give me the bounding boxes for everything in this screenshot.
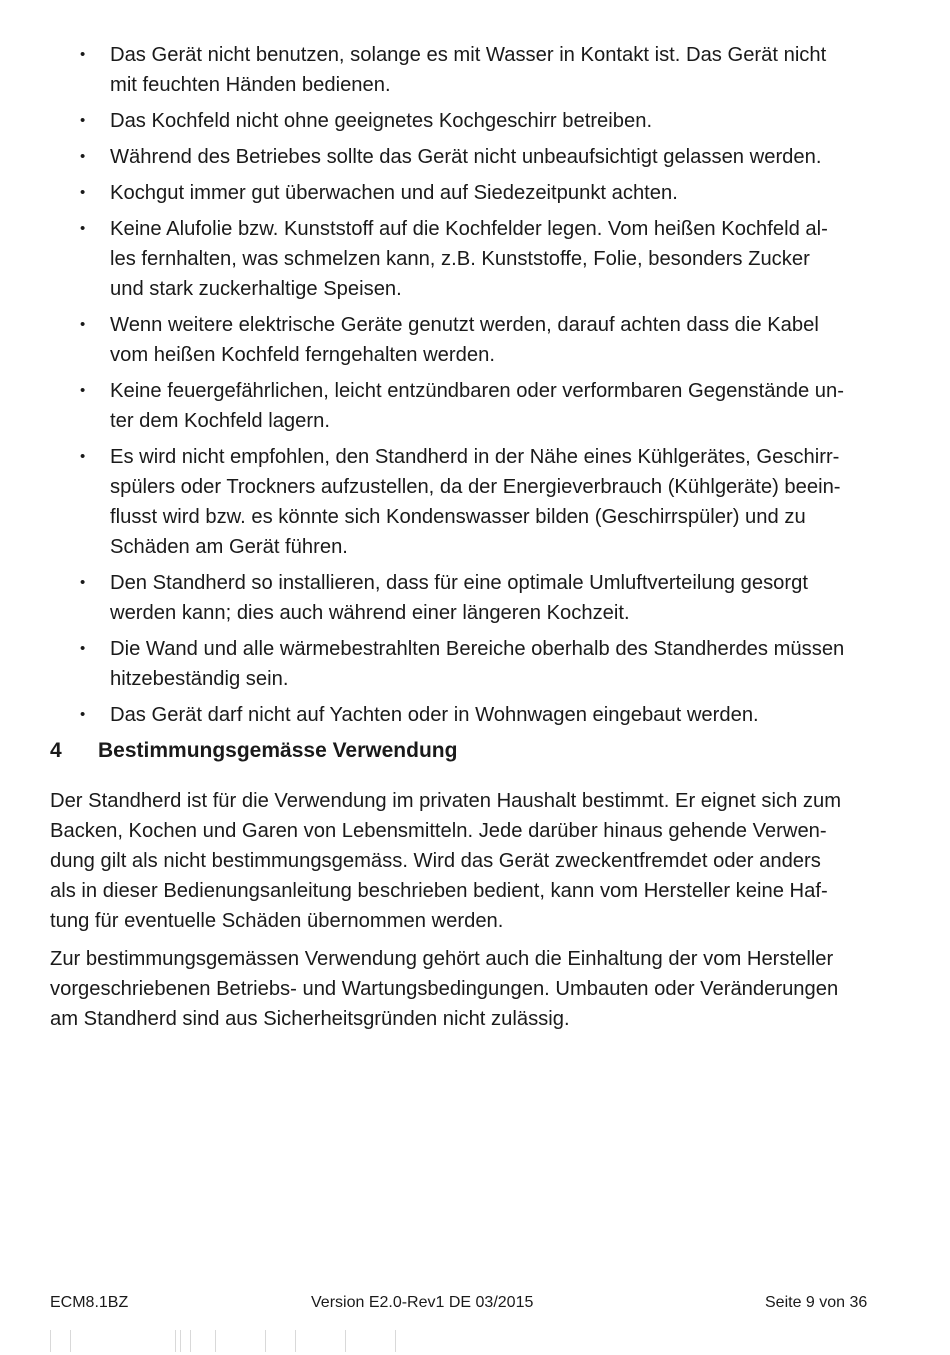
scan-mark [215,1330,216,1352]
bullet-dot: • [80,112,86,129]
scan-mark [190,1330,191,1352]
section-title: Bestimmungsgemässe Verwendung [98,739,458,762]
scan-mark [175,1330,176,1352]
bullet-dot: • [80,220,86,237]
bullet-text-line: les fernhalten, was schmelzen kann, z.B. Kunststoffe, Folie, besonders Zucker [110,248,810,270]
bullet-text-line: Das Kochfeld nicht ohne geeignetes Kochgeschirr betreiben. [110,110,653,132]
bullet-item [0,106,950,136]
bullet-text-line: Das Gerät nicht benutzen, solange es mit Wasser in Kontakt ist. Das Gerät nicht [110,44,827,66]
bullet-text-line: Keine Alufolie bzw. Kunststoff auf die Kochfelder legen. Vom heißen Kochfeld al- [110,218,828,240]
scan-mark [50,1330,51,1352]
bullet-text-line: werden kann; dies auch während einer längeren Kochzeit. [110,602,630,624]
bullet-dot: • [80,316,86,333]
bullet-text-line: Die Wand und alle wärmebestrahlten Bereiche oberhalb des Standherdes müssen [110,638,845,660]
bullet-item [0,634,950,694]
paragraph-line: tung für eventuelle Schäden übernommen werden. [50,910,504,932]
bullet-dot: • [80,706,86,723]
bullet-text-line: Das Gerät darf nicht auf Yachten oder in Wohnwagen eingebaut werden. [110,704,759,726]
bullet-dot: • [80,184,86,201]
bullet-item [0,700,950,730]
bullet-text-line: mit feuchten Händen bedienen. [110,74,391,96]
bullet-item [0,568,950,628]
bullet-text-line: Wenn weitere elektrische Geräte genutzt werden, darauf achten dass die Kabel [110,314,819,336]
bullet-text-line: und stark zuckerhaltige Speisen. [110,278,402,300]
section-number: 4 [50,739,62,762]
paragraph-line: Der Standherd ist für die Verwendung im privaten Haushalt bestimmt. Er eignet sich zum [50,790,842,812]
bullet-item [0,376,950,436]
footer-model: ECM8.1BZ [50,1294,129,1311]
paragraph-line: dung gilt als nicht bestimmungsgemäss. Wird das Gerät zweckentfremdet oder anders [50,850,821,872]
scan-mark [395,1330,396,1352]
bullet-item [0,310,950,370]
bullet-text-line: vom heißen Kochfeld ferngehalten werden. [110,344,495,366]
bullet-item [0,178,950,208]
bullet-text-line: Schäden am Gerät führen. [110,536,348,558]
bullet-item [0,40,950,100]
bullet-text-line: Kochgut immer gut überwachen und auf Siedezeitpunkt achten. [110,182,678,204]
scan-mark [345,1330,346,1352]
bullet-dot: • [80,148,86,165]
bullet-text-line: Keine feuergefährlichen, leicht entzündbaren oder verformbaren Gegenstände un- [110,380,844,402]
footer-page-number: Seite 9 von 36 [765,1294,868,1311]
paragraph-line: Backen, Kochen und Garen von Lebensmitteln. Jede darüber hinaus gehende Verwen- [50,820,827,842]
bullet-text-line: Während des Betriebes sollte das Gerät nicht unbeaufsichtigt gelassen werden. [110,146,822,168]
paragraph-line: am Standherd sind aus Sicherheitsgründen nicht zulässig. [50,1008,570,1030]
paragraph-line: als in dieser Bedienungsanleitung beschrieben bedient, kann vom Hersteller keine Haf- [50,880,828,902]
bullet-dot: • [80,46,86,63]
scan-mark [265,1330,266,1352]
bullet-dot: • [80,382,86,399]
bullet-dot: • [80,448,86,465]
paragraph-line: Zur bestimmungsgemässen Verwendung gehört auch die Einhaltung der vom Hersteller [50,948,834,970]
scan-mark [70,1330,71,1352]
bullet-dot: • [80,640,86,657]
bullet-text-line: spülers oder Trockners aufzustellen, da der Energieverbrauch (Kühlgeräte) beein- [110,476,841,498]
scan-mark [295,1330,296,1352]
bullet-text-line: hitzebeständig sein. [110,668,289,690]
bullet-text-line: Es wird nicht empfohlen, den Standherd in der Nähe eines Kühlgerätes, Geschirr- [110,446,840,468]
bullet-text-line: flusst wird bzw. es könnte sich Kondenswasser bilden (Geschirrspüler) und zu [110,506,806,528]
bullet-item [0,142,950,172]
footer-version: Version E2.0-Rev1 DE 03/2015 [311,1294,534,1311]
bullet-text-line: Den Standherd so installieren, dass für eine optimale Umluftverteilung gesorgt [110,572,808,594]
scan-mark [180,1330,181,1352]
bullet-item [0,442,950,562]
bullet-dot: • [80,574,86,591]
scan-artifact-marks [50,1330,450,1352]
bullet-text-line: ter dem Kochfeld lagern. [110,410,330,432]
bullet-item [0,214,950,304]
paragraph-line: vorgeschriebenen Betriebs- und Wartungsbedingungen. Umbauten oder Veränderungen [50,978,839,1000]
